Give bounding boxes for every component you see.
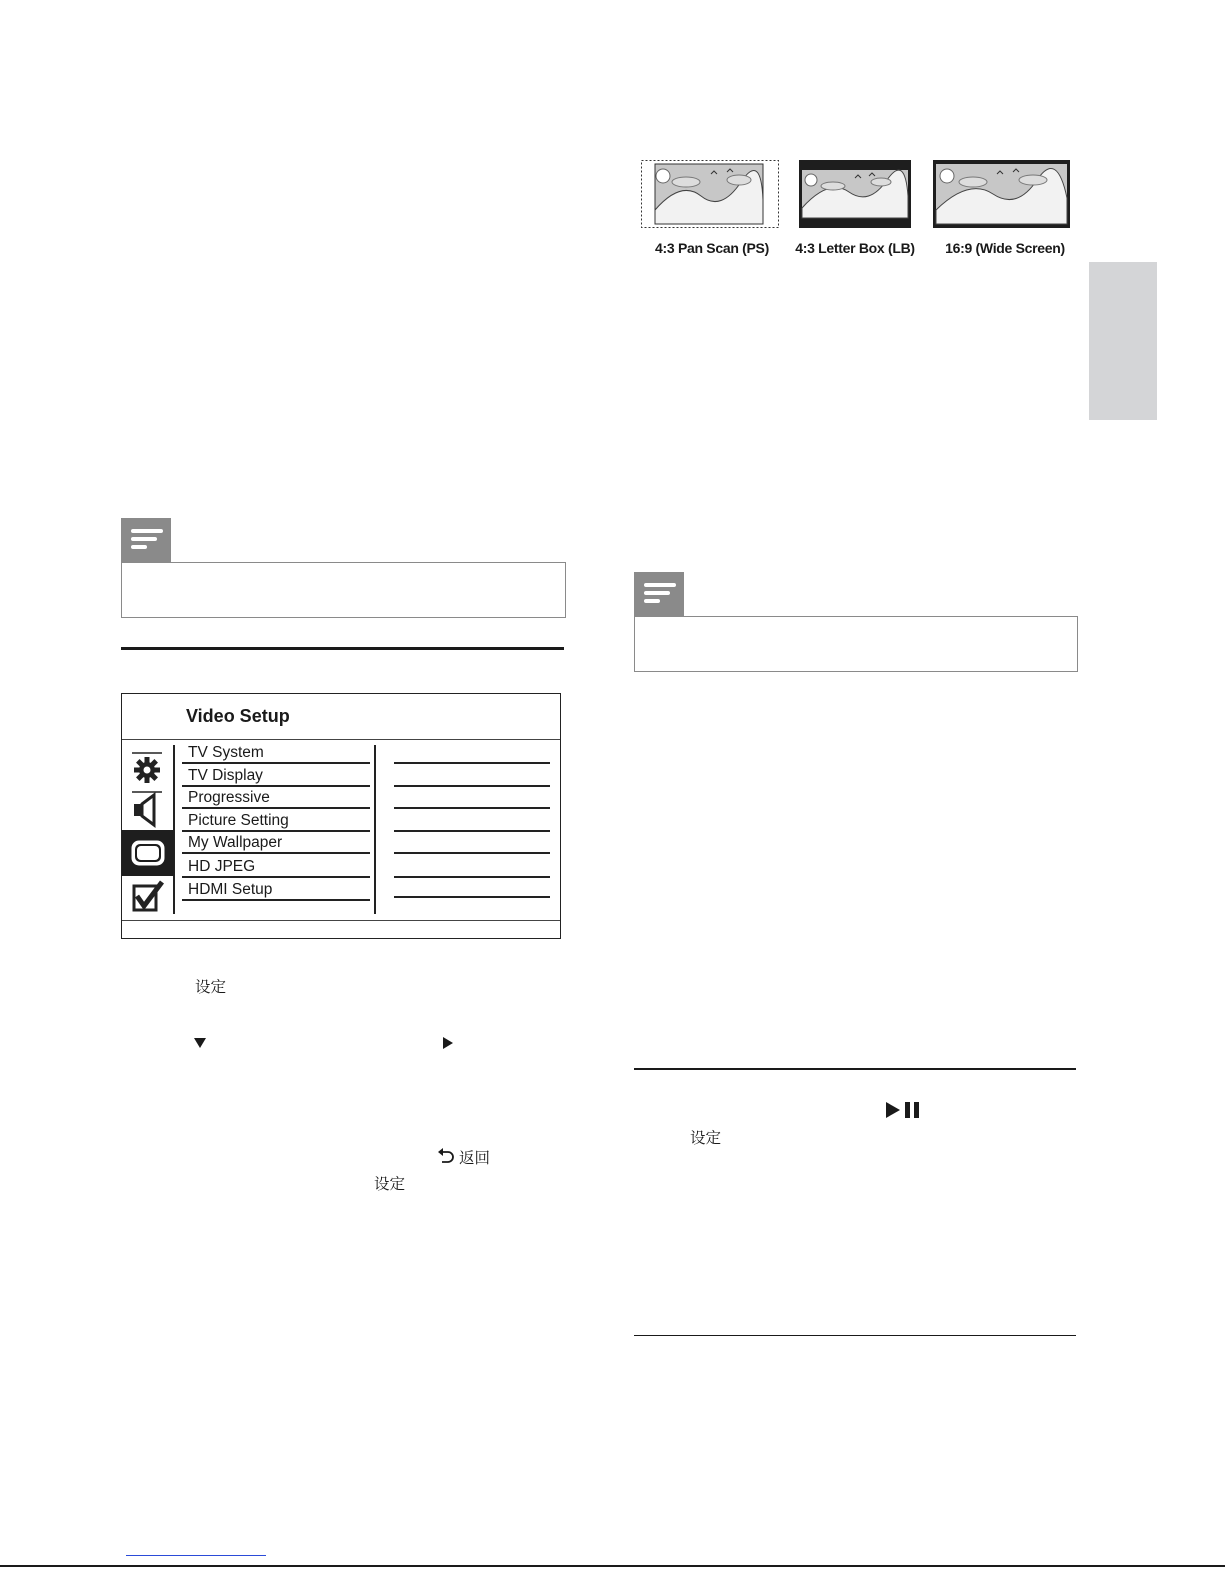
gear-icon[interactable]	[122, 746, 172, 790]
menu-item-my-wallpaper[interactable]: My Wallpaper	[188, 834, 283, 851]
menu-item-hdmi-setup[interactable]: HDMI Setup	[188, 881, 273, 898]
menu-value-slot	[394, 852, 550, 854]
back-icon	[437, 1146, 455, 1164]
play-pause-icon	[885, 1101, 921, 1119]
section-divider	[634, 1335, 1076, 1336]
checkbox-icon[interactable]	[122, 876, 172, 920]
speaker-icon[interactable]	[122, 786, 172, 830]
section-divider	[121, 647, 564, 650]
chapter-side-tab	[1089, 262, 1157, 420]
menu-item-tv-display[interactable]: TV Display	[188, 767, 263, 784]
menu-value-slot	[394, 830, 550, 832]
menu-value-slot	[394, 785, 550, 787]
section-divider	[634, 1068, 1076, 1070]
menu-item-hd-jpeg[interactable]: HD JPEG	[188, 858, 256, 875]
back-key-label: 返回	[459, 1149, 491, 1167]
letter-box-caption: 4:3 Letter Box (LB)	[795, 240, 915, 256]
footer-link-underline	[126, 1555, 266, 1556]
setup-key-label: 设定	[374, 1175, 406, 1193]
wide-screen-caption: 16:9 (Wide Screen)	[945, 240, 1065, 256]
footer-rule	[0, 1565, 1225, 1567]
menu-value-slot	[394, 896, 550, 898]
menu-value-slot	[394, 807, 550, 809]
pan-scan-illustration	[641, 160, 779, 228]
pan-scan-caption: 4:3 Pan Scan (PS)	[655, 240, 769, 256]
menu-item-tv-system[interactable]: TV System	[188, 744, 264, 761]
wide-screen-illustration	[933, 160, 1070, 228]
down-arrow-icon	[193, 1037, 207, 1049]
setup-key-label: 设定	[690, 1129, 722, 1147]
menu-value-slot	[394, 876, 550, 878]
menu-item-picture-setting[interactable]: Picture Setting	[188, 812, 289, 829]
note-icon	[121, 518, 171, 562]
menu-item-progressive[interactable]: Progressive	[188, 789, 270, 806]
note-icon	[634, 572, 684, 616]
menu-value-slot	[394, 762, 550, 764]
letter-box-illustration	[799, 160, 911, 228]
right-arrow-icon	[442, 1036, 454, 1050]
screen-icon	[122, 830, 174, 876]
setup-key-label: 设定	[195, 978, 227, 996]
video-setup-menu	[121, 693, 561, 939]
menu-title: Video Setup	[186, 706, 290, 726]
screen-icon-highlight[interactable]	[122, 830, 174, 876]
